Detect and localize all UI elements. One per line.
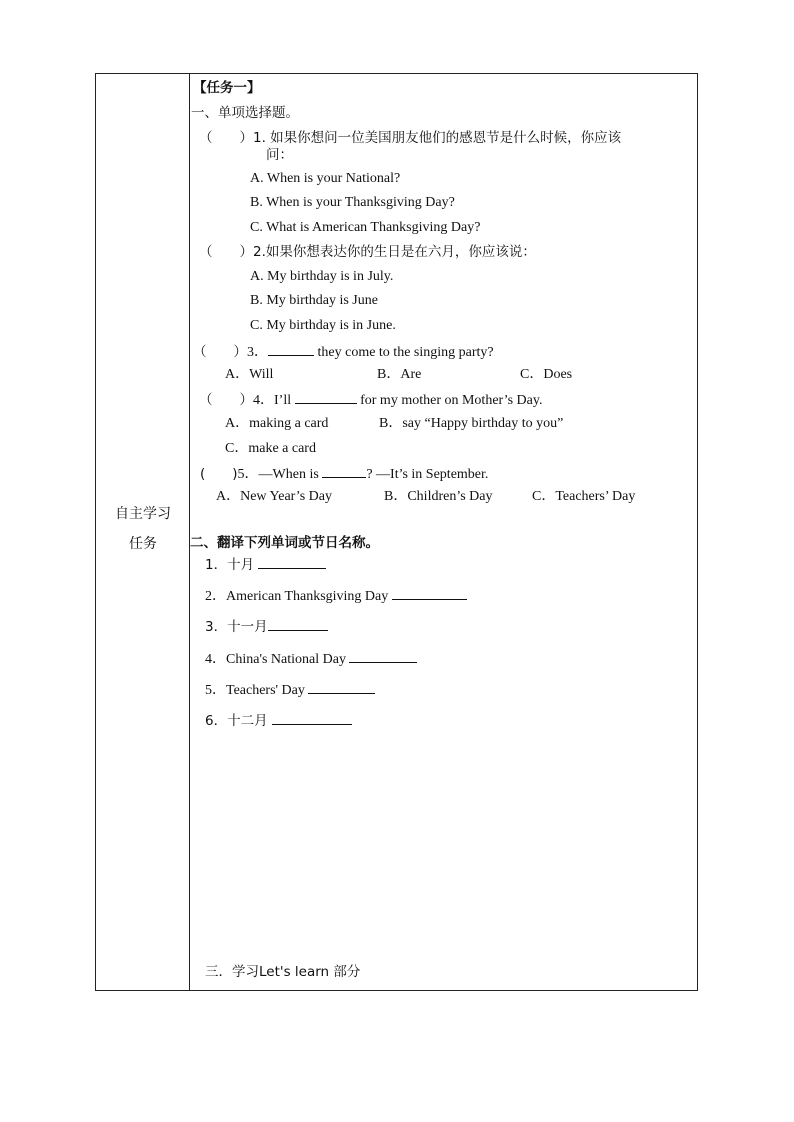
q4-option-b: B．say “Happy birthday to you” — [379, 416, 564, 431]
answer-blank[interactable] — [272, 711, 352, 725]
question-text: ? —It’s in September. — [366, 467, 489, 482]
left-label-line1: 自主学习 — [115, 506, 171, 522]
item-text: 1．十月 — [205, 557, 259, 573]
answer-blank[interactable] — [308, 680, 375, 694]
question-text: they come to the singing party? — [314, 345, 494, 360]
translate-item-4 — [205, 649, 417, 669]
content-cell — [191, 74, 697, 990]
question-1 — [199, 129, 621, 148]
q5-option-b: B．Children’s Day — [384, 489, 493, 504]
left-label-line2: 任务 — [129, 536, 157, 552]
answer-blank[interactable] — [295, 390, 357, 404]
q1-option-a: A. When is your National? — [250, 171, 401, 186]
question-1-cont: 问： — [266, 147, 293, 163]
question-3 — [193, 342, 494, 362]
item-text: 6．十二月 — [205, 713, 272, 729]
left-label-cell — [96, 74, 190, 990]
q3-option-b: B．Are — [377, 367, 422, 382]
question-number: 3． — [247, 345, 268, 360]
question-text: 1. 如果你想问一位美国朋友他们的感恩节是什么时候，你应该 — [253, 130, 622, 146]
answer-blank[interactable] — [349, 649, 417, 663]
answer-blank[interactable] — [268, 342, 314, 356]
task-header: 【任务一】 — [193, 80, 261, 96]
answer-blank[interactable] — [268, 617, 328, 631]
question-text: for my mother on Mother’s Day. — [356, 393, 543, 408]
answer-blank[interactable] — [322, 464, 366, 478]
question-2 — [199, 243, 536, 262]
q5-option-a: A．New Year’s Day — [216, 489, 333, 504]
q2-option-c: C. My birthday is in June. — [250, 318, 396, 333]
item-text: 2．American Thanksgiving Day — [205, 589, 392, 604]
answer-blank[interactable] — [392, 586, 467, 600]
answer-blank[interactable] — [258, 555, 326, 569]
translate-item-5 — [205, 680, 375, 700]
translate-item-2 — [205, 586, 467, 606]
translate-item-6 — [205, 711, 352, 731]
question-number: 4．I’ll — [253, 393, 295, 408]
q2-option-a: A. My birthday is in July. — [250, 269, 394, 284]
q1-option-c: C. What is American Thanksgiving Day? — [250, 220, 481, 235]
q3-option-c: C．Does — [520, 367, 573, 382]
question-4 — [199, 390, 542, 410]
question-text: 2.如果你想表达你的生日是在六月，你应该说： — [253, 244, 536, 260]
item-text: 5．Teachers' Day — [205, 683, 309, 698]
section1-title: 一、单项选择题。 — [191, 105, 299, 121]
translate-item-1 — [205, 555, 326, 575]
section2-title: 二、翻译下列单词或节日名称。 — [190, 535, 379, 551]
q2-option-b: B. My birthday is June — [250, 293, 378, 308]
answer-paren: （ ） — [199, 244, 253, 260]
q4-option-a: A．making a card — [225, 416, 329, 431]
answer-paren: ( ) — [200, 466, 238, 482]
q3-option-a: A．Will — [225, 367, 274, 382]
translate-item-3 — [205, 617, 328, 637]
q5-option-c: C．Teachers’ Day — [532, 489, 636, 504]
answer-paren: （ ） — [199, 130, 253, 146]
q4-option-c: C．make a card — [225, 441, 316, 456]
question-5 — [200, 464, 488, 484]
answer-paren: （ ） — [193, 344, 247, 360]
answer-paren: （ ） — [199, 392, 253, 408]
worksheet-table — [95, 73, 698, 991]
item-text: 4．China's National Day — [205, 652, 350, 667]
question-number: 5．—When is — [237, 467, 323, 482]
section3-title: 三．学习Let's learn 部分 — [205, 964, 361, 980]
item-text: 3．十一月 — [205, 619, 268, 635]
q1-option-b: B. When is your Thanksgiving Day? — [250, 195, 455, 210]
